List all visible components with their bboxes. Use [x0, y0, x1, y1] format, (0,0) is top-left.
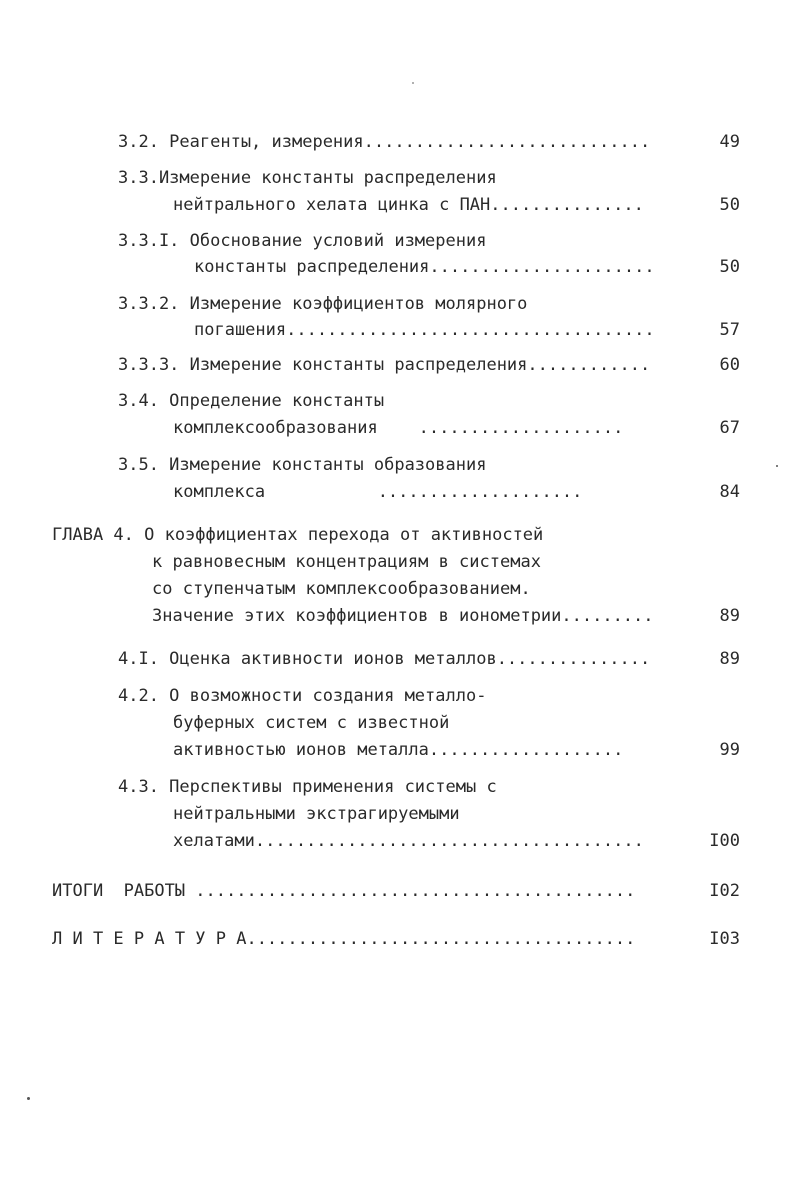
toc-entry-page: I00 [709, 831, 740, 851]
scan-speck [27, 1097, 30, 1100]
toc-references-title: Л И Т Е Р А Т У Р А...................................... [52, 929, 636, 949]
toc-chapter-title-cont: со ступенчатым комплексообразованием. [152, 579, 531, 599]
toc-entry-title-cont: нейтрального хелата цинка с ПАН............... [173, 195, 644, 215]
toc-entry-title-cont: комплекса .................... [173, 482, 583, 502]
toc-entry-title-cont: константы распределения...................... [194, 257, 655, 277]
toc-entry-title: 3.4. Определение константы [118, 391, 385, 411]
toc-entry-page: 67 [719, 418, 740, 438]
toc-entry-title-cont: погашения.................................... [194, 320, 655, 340]
toc-entry-page: I02 [709, 881, 740, 901]
toc-entry-page: 50 [719, 195, 740, 215]
scan-speck [776, 465, 778, 467]
toc-entry-title-cont: комплексообразования .................... [173, 418, 624, 438]
toc-entry-title-cont: хелатами...................................... [173, 831, 644, 851]
toc-entry-page: 49 [719, 132, 740, 152]
toc-entry-title: 3.5. Измерение константы образования [118, 455, 487, 475]
toc-entry-page: 84 [719, 482, 740, 502]
toc-entry-title: 3.3.I. Обоснование условий измерения [118, 231, 487, 251]
toc-entry-page: 60 [719, 355, 740, 375]
toc-entry-title: 3.3.Измерение константы распределения [118, 168, 497, 188]
toc-chapter-title: ГЛАВА 4. О коэффициентах перехода от активностей [52, 525, 544, 545]
toc-entry-title: 4.3. Перспективы применения системы с [118, 777, 497, 797]
toc-entry-title: 3.3.3. Измерение константы распределения............ [118, 355, 651, 375]
scan-speck [412, 82, 414, 84]
toc-summary-title: ИТОГИ РАБОТЫ ........................................... [52, 881, 636, 901]
toc-entry-page: I03 [709, 929, 740, 949]
toc-entry-page: 89 [719, 649, 740, 669]
toc-entry-page: 50 [719, 257, 740, 277]
toc-entry-title: 4.I. Оценка активности ионов металлов............... [118, 649, 651, 669]
toc-entry-page: 89 [719, 606, 740, 626]
toc-chapter-title-cont: к равновесным концентрациям в системах [152, 552, 541, 572]
toc-entry-title-cont: активностью ионов металла................... [173, 740, 624, 760]
toc-entry-title: 4.2. О возможности создания металло- [118, 686, 487, 706]
toc-entry-page: 57 [719, 320, 740, 340]
toc-entry-title: 3.3.2. Измерение коэффициентов молярного [118, 294, 528, 314]
toc-entry-title-cont: буферных систем с известной [173, 713, 450, 733]
toc-entry-title-cont: нейтральными экстрагируемыми [173, 804, 460, 824]
toc-entry-title: 3.2. Реагенты, измерения............................ [118, 132, 651, 152]
toc-entry-page: 99 [719, 740, 740, 760]
toc-chapter-title-cont: Значение этих коэффициентов в ионометрии......... [152, 606, 654, 626]
